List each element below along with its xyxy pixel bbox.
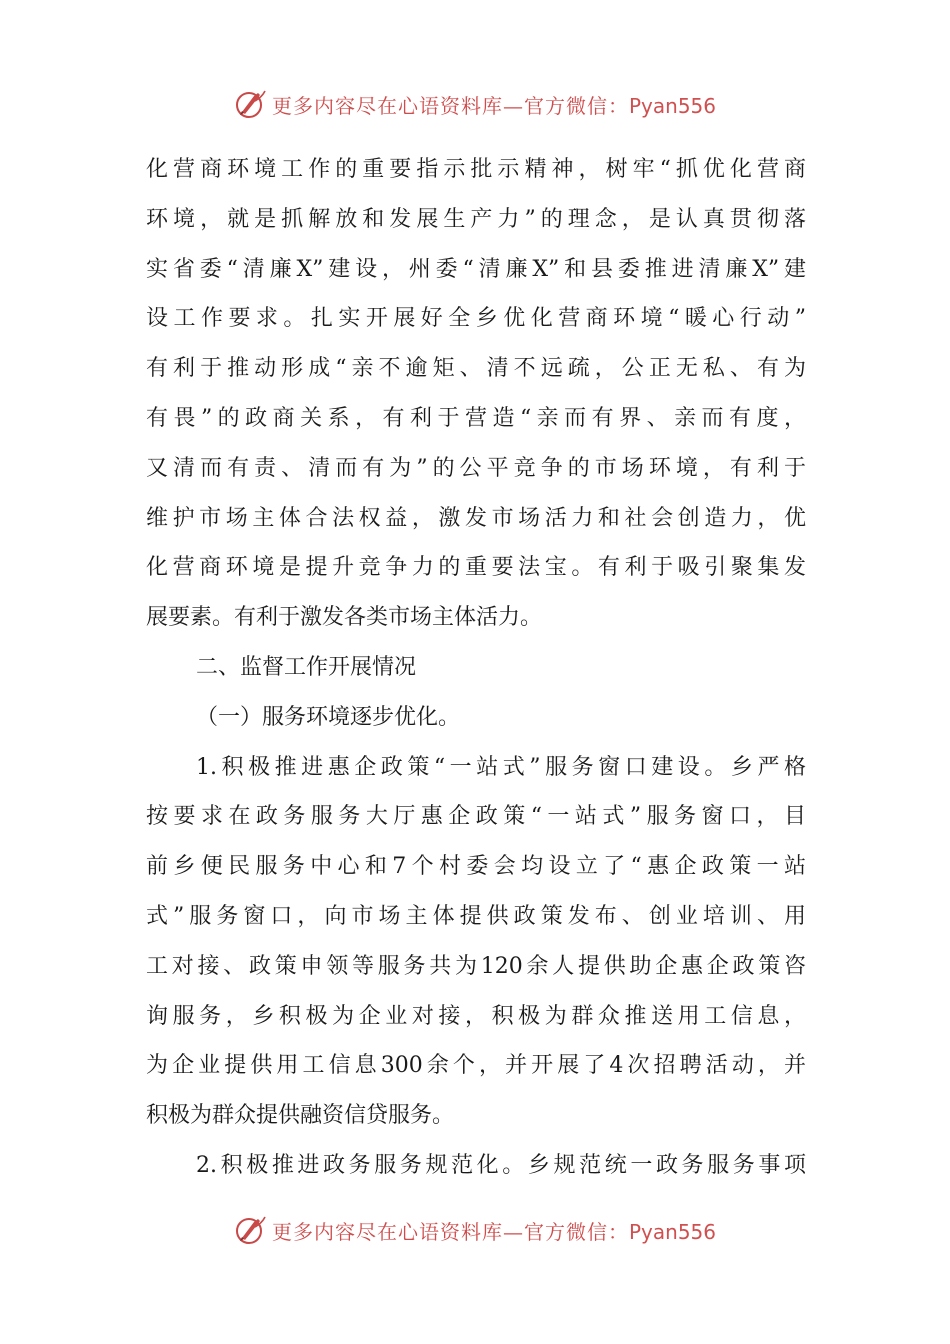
body-line: 前乡便民服务中心和7个村委会均设立了“惠企政策一站 xyxy=(146,854,806,880)
body-line: 有利于推动形成“亲不逾矩、清不远疏，公正无私、有为 xyxy=(146,356,806,382)
body-line: 式”服务窗口，向市场主体提供政策发布、创业培训、用 xyxy=(146,903,806,929)
body-line: 为企业提供用工信息300余个，并开展了4次招聘活动，并 xyxy=(146,1053,806,1079)
body-line: 实省委“清廉X”建设，州委“清廉X”和县委推进清廉X”建 xyxy=(146,256,806,282)
body-line: 1.积极推进惠企政策“一站式”服务窗口建设。乡严格 xyxy=(196,754,806,780)
body-line: 展要素。有利于激发各类市场主体活力。 xyxy=(146,605,543,631)
body-line: 积极为群众提供融资信贷服务。 xyxy=(146,1103,455,1129)
body-line: 又清而有责、清而有为”的公平竞争的市场环境，有利于 xyxy=(146,455,806,481)
body-line: 维护市场主体合法权益，激发市场活力和社会创造力，优 xyxy=(146,505,806,531)
body-line: 工对接、政策申领等服务共为120余人提供助企惠企政策咨 xyxy=(146,953,806,979)
pen-logo-icon xyxy=(234,87,268,121)
document-body xyxy=(146,145,806,1191)
section-heading: 二、监督工作开展情况 xyxy=(196,654,417,680)
body-line: 有畏”的政商关系，有利于营造“亲而有界、亲而有度， xyxy=(146,405,806,431)
body-line: 询服务，乡积极为企业对接，积极为群众推送用工信息， xyxy=(146,1003,806,1029)
banner-wechat-id: Pyan556 xyxy=(628,93,716,118)
body-line: 化营商环境工作的重要指示批示精神，树牢“抓优化营商 xyxy=(146,157,806,182)
banner-wechat-id: Pyan556 xyxy=(628,1219,716,1244)
banner-title: 更多内容尽在心语资料库—官方微信： xyxy=(271,93,629,118)
banner-title: 更多内容尽在心语资料库—官方微信： xyxy=(271,1219,629,1244)
footer-banner xyxy=(0,1210,950,1250)
body-line: 设工作要求。扎实开展好全乡优化营商环境“暖心行动” xyxy=(146,306,806,332)
body-line: 环境，就是抓解放和发展生产力”的理念，是认真贯彻落 xyxy=(146,206,806,232)
body-line: 化营商环境是提升竞争力的重要法宝。有利于吸引聚集发 xyxy=(146,555,806,581)
header-banner xyxy=(0,84,950,124)
body-line: 按要求在政务服务大厅惠企政策“一站式”服务窗口，目 xyxy=(146,804,806,830)
body-line: 2.积极推进政务服务规范化。乡规范统一政务服务事项 xyxy=(196,1152,806,1178)
subsection-heading: （一）服务环境逐步优化。 xyxy=(196,704,461,730)
pen-logo-icon xyxy=(234,1213,268,1247)
